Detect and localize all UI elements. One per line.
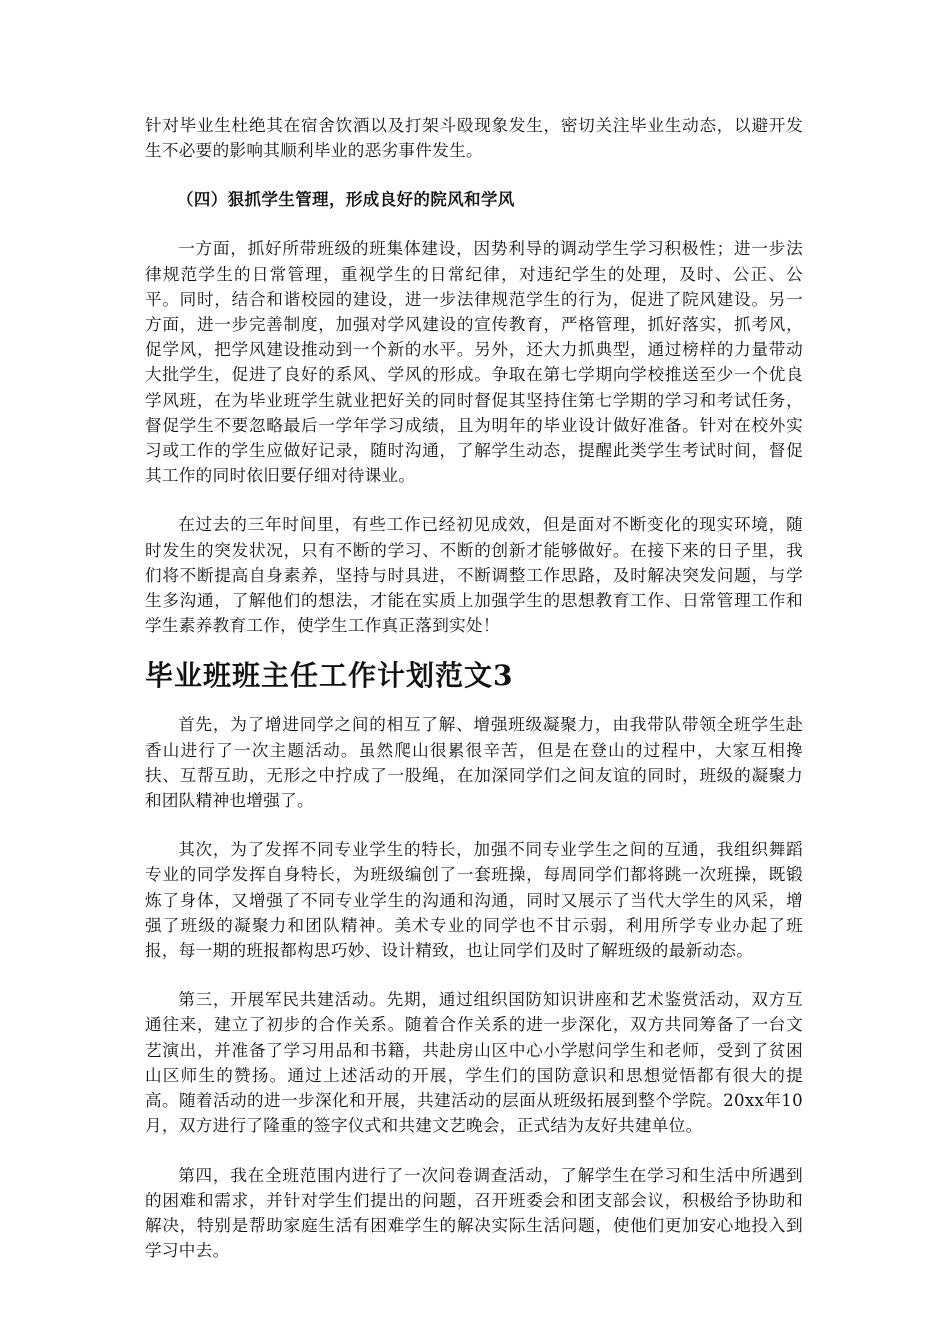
section-title: 毕业班班主任工作计划范文3	[145, 659, 514, 693]
paragraph-management: 一方面，抓好所带班级的班集体建设，因势利导的调动学生学习积极性；进一步法律规范学生的日常管理，重视学生的日常纪律，对违纪学生的处理，及时、公正、公平。同时，结合和谐校园的建设，进一步法律规范学生的行为，促进了院风建设。另一方面，进一步完善制度，加强对学风建设的宣传教育，严格管理，抓好落实，抓考风，促学风，把学风建设推动到一个新的水平。另外，还大力抓典型，通过榜样的力量带动大批学生，促进了良好的系风、学风的形成。争取在第七学期向学校推送至少一个优良学风班，在为毕业班学生就业把好关的同时督促其坚持住第七学期的学习和考试任务，督促学生不要忽略最后一学年学习成绩，且为明年的毕业设计做好准备。针对在校外实习或工作的学生应做好记录，随时沟通，了解学生动态，提醒此类学生考试时间，督促其工作的同时依旧要仔细对待课业。	[145, 239, 803, 486]
document-body	[145, 113, 803, 1263]
paragraph-spacer	[145, 813, 803, 837]
intro-paragraph: 针对毕业生杜绝其在宿舍饮酒以及打架斗殴现象发生，密切关注毕业生动态，以避开发生不必要的影响其顺利毕业的恶劣事件发生。	[145, 116, 803, 161]
paragraph-spacer	[145, 488, 803, 512]
paragraph-second: 其次，为了发挥不同专业学生的特长，加强不同专业学生之间的互通，我组织舞蹈专业的同学发挥自身特长，为班级编创了一套班操，每周同学们都将跳一次班操，既锻炼了身体，又增强了不同专业学生的沟通和沟通，同时又展示了当代大学生的风采，增强了班级的凝聚力和团队精神。美术专业的同学也不甘示弱，利用所学专业办起了班报，每一期的班报都构思巧妙、设计精致，也让同学们及时了解班级的最新动态。	[145, 840, 803, 961]
paragraph-third: 第三，开展军民共建活动。先期，通过组织国防知识讲座和艺术鉴赏活动，双方互通往来，建立了初步的合作关系。随着合作关系的进一步深化，双方共同筹备了一台文艺演出，并准备了学习用品和书籍，共赴房山区中心小学慰问学生和老师，受到了贫困山区师生的赞扬。通过上述活动的开展，学生们的国防意识和思想觉悟都有很大的提高。随着活动的进一步深化和开展，共建活动的层面从班级拓展到整个学院。20xx年10月，双方进行了隆重的签字仪式和共建文艺晚会，正式结为友好共建单位。	[145, 990, 803, 1136]
subheading-management: （四）狠抓学生管理，形成良好的院风和学风	[177, 190, 515, 210]
paragraph-summary: 在过去的三年时间里，有些工作已经初见成效，但是面对不断变化的现实环境，随时发生的突发状况，只有不断的学习、不断的创新才能够做好。在接下来的日子里，我们将不断提高自身素养，坚持与时具进，不断调整工作思路，及时解决突发问题，与学生多沟通，了解他们的想法，才能在实质上加强学生的思想教育工作、日常管理工作和学生素养教育工作，使学生工作真正落到实处！	[145, 515, 803, 636]
paragraph-spacer	[145, 1139, 803, 1163]
paragraph-fourth: 第四，我在全班范围内进行了一次问卷调查活动，了解学生在学习和生活中所遇到的困难和需求，并针对学生们提出的问题，召开班委会和团支部会议，积极给予协助和解决，特别是帮助家庭生活有困难学生的解决实际生活问题，使他们更加安心地投入到学习中去。	[145, 1165, 803, 1261]
paragraph-spacer	[145, 963, 803, 987]
paragraph-spacer	[145, 212, 803, 236]
paragraph-spacer	[145, 163, 803, 187]
paragraph-first: 首先，为了增进同学之间的相互了解、增强班级凝聚力，由我带队带领全班学生赴香山进行了一次主题活动。虽然爬山很累很辛苦，但是在登山的过程中，大家互相搀扶、互帮互助，无形之中拧成了一股绳，在加深同学们之间友谊的同时，班级的凝聚力和团队精神也增强了。	[145, 715, 803, 811]
